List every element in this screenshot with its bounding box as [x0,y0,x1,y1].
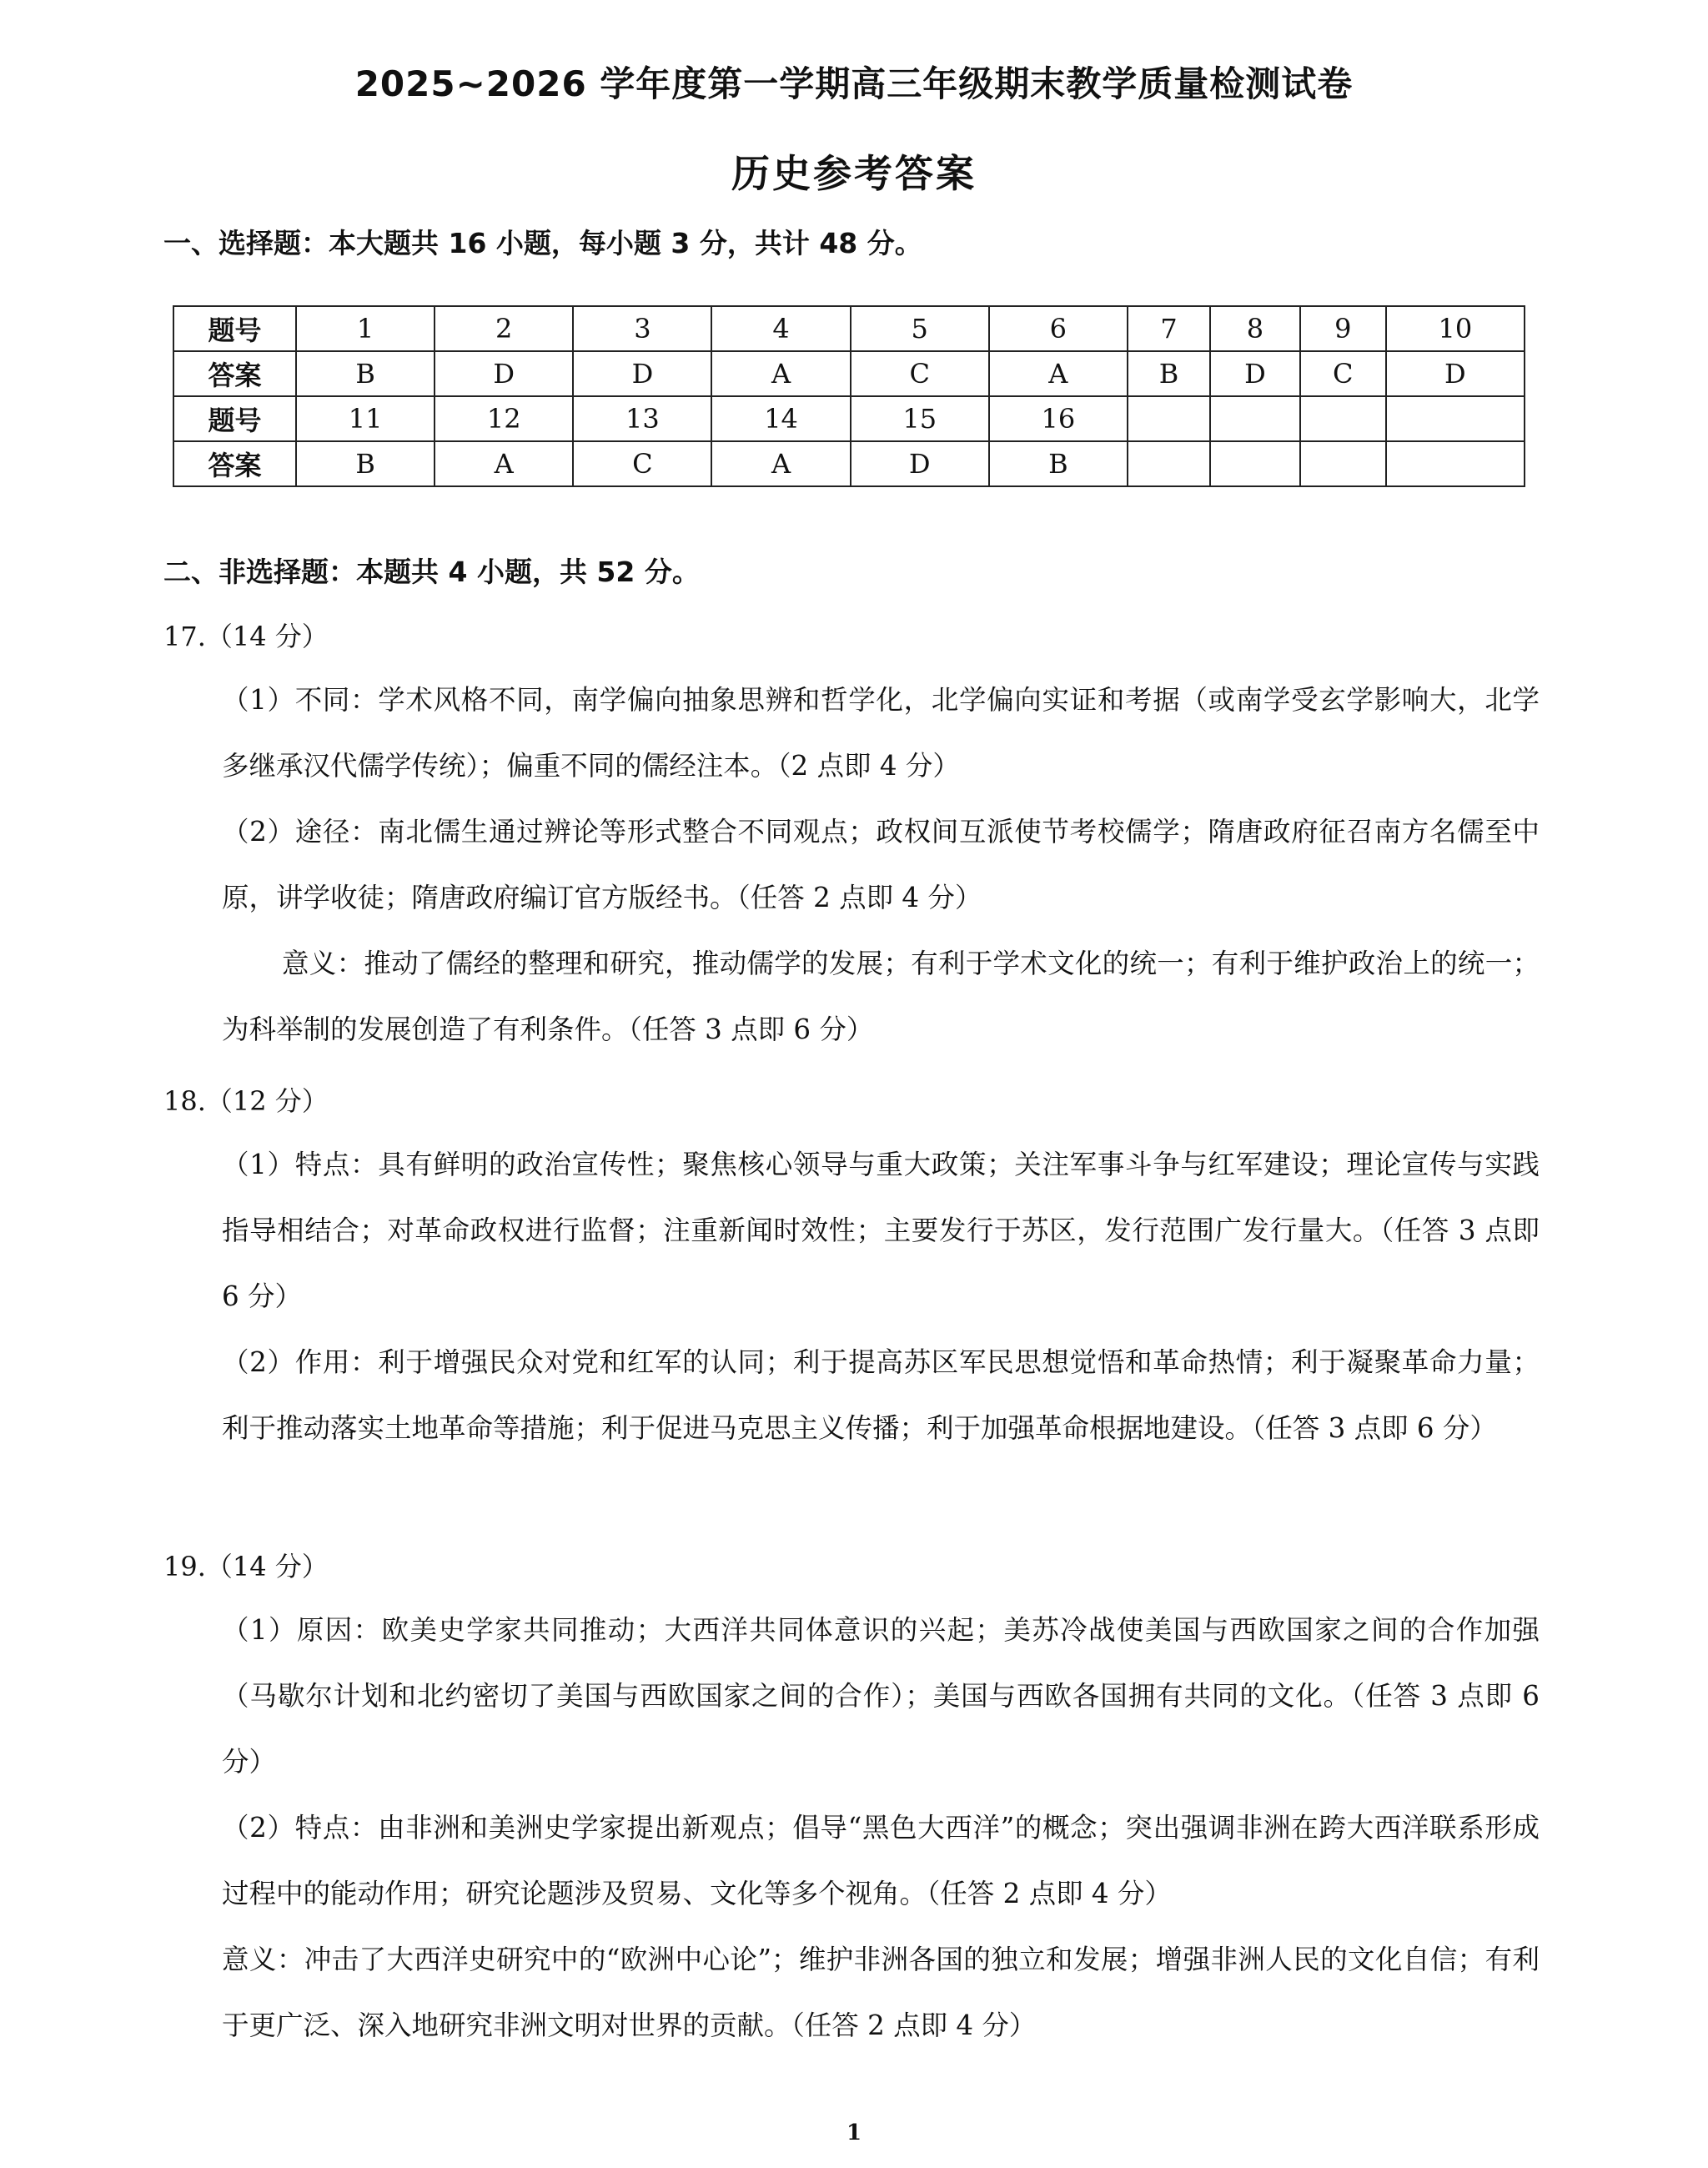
table-row [173,351,1525,396]
answer-cell: B [296,351,435,396]
answer-cell: A [711,441,850,486]
answer-table [173,305,1525,487]
q19-significance: 意义：冲击了大西洋史研究中的“欧洲中心论”；维护非洲各国的独立和发展；增强非洲人民的文化自信；有利于更广泛、深入地研究非洲文明对世界的贡献。（任答 2 点即 4 分） [222,1944,1540,2041]
question-number-cell: 9 [1300,306,1386,351]
question-number-cell: 11 [296,396,435,441]
answer-cell: D [851,441,989,486]
row-label-answer: 答案 [173,351,296,396]
section2-heading: 二、非选择题：本题共 4 小题，共 52 分。 [163,556,700,588]
question-number-cell: 2 [435,306,573,351]
answer-cell [1386,441,1525,486]
answer-cell: B [1128,351,1210,396]
question-number-cell: 10 [1386,306,1525,351]
question-number-cell: 7 [1128,306,1210,351]
table-row [173,441,1525,486]
q17-significance: 意义：推动了儒经的整理和研究，推动儒学的发展；有利于学术文化的统一；有利于维护政治上的统一；为科举制的发展创造了有利条件。（任答 3 点即 6 分） [222,948,1540,1045]
q18-part2: （2）作用：利于增强民众对党和红军的认同；利于提高苏区军民思想觉悟和革命热情；利于凝聚革命力量；利于推动落实土地革命等措施；利于促进马克思主义传播；利于加强革命根据地建设。（任答 3 点即 6 分） [222,1346,1540,1444]
question-number-cell: 5 [851,306,989,351]
question-number-cell [1386,396,1525,441]
answer-cell: B [296,441,435,486]
question-number-cell: 8 [1210,306,1300,351]
question-number-cell: 6 [989,306,1128,351]
answer-cell: D [573,351,711,396]
answer-cell [1300,441,1386,486]
question-number-cell: 4 [711,306,850,351]
row-label-question: 题号 [173,306,296,351]
answer-cell: D [1210,351,1300,396]
question-number-cell: 3 [573,306,711,351]
question-number-cell: 16 [989,396,1128,441]
q17-heading: 17.（14 分） [163,621,329,652]
q18-part1: （1）特点：具有鲜明的政治宣传性；聚焦核心领导与重大政策；关注军事斗争与红军建设；理论宣传与实践指导相结合；对革命政权进行监督；注重新闻时效性；主要发行于苏区，发行范围广发行量大。（任答 3 点即 6 分） [222,1149,1540,1312]
document-subtitle: 历史参考答案 [731,151,977,196]
question-number-cell: 15 [851,396,989,441]
question-number-cell: 12 [435,396,573,441]
q17-part2: （2）途径：南北儒生通过辨论等形式整合不同观点；政权间互派使节考校儒学；隋唐政府征召南方名儒至中原，讲学收徒；隋唐政府编订官方版经书。（任答 2 点即 4 分） [222,816,1540,913]
question-number-cell: 14 [711,396,850,441]
table-row [173,306,1525,351]
question-number-cell: 13 [573,396,711,441]
row-label-answer: 答案 [173,441,296,486]
q18-heading: 18.（12 分） [163,1085,329,1117]
answer-cell [1210,441,1300,486]
answer-cell: C [1300,351,1386,396]
question-number-cell: 1 [296,306,435,351]
question-number-cell [1128,396,1210,441]
answer-cell: A [435,441,573,486]
q19-part1: （1）原因：欧美史学家共同推动；大西洋共同体意识的兴起；美苏冷战使美国与西欧国家之间的合作加强（马歇尔计划和北约密切了美国与西欧国家之间的合作）；美国与西欧各国拥有共同的文化。（任答 3 点即 6 分） [222,1614,1540,1778]
answer-cell: A [711,351,850,396]
table-row [173,396,1525,441]
document-title: 2025~2026 学年度第一学期高三年级期末教学质量检测试卷 [354,63,1354,104]
answer-cell: A [989,351,1128,396]
q19-heading: 19.（14 分） [163,1551,329,1582]
page-number: 1 [846,2120,862,2145]
answer-cell [1128,441,1210,486]
section1-heading: 一、选择题：本大题共 16 小题，每小题 3 分，共计 48 分。 [163,227,922,259]
answer-cell: D [1386,351,1525,396]
answer-cell: C [851,351,989,396]
answer-cell: D [435,351,573,396]
answer-cell: C [573,441,711,486]
question-number-cell [1210,396,1300,441]
q19-part2: （2）特点：由非洲和美洲史学家提出新观点；倡导“黑色大西洋”的概念；突出强调非洲在跨大西洋联系形成过程中的能动作用；研究论题涉及贸易、文化等多个视角。（任答 2 点即 4 分） [222,1812,1540,1909]
question-number-cell [1300,396,1386,441]
row-label-question: 题号 [173,396,296,441]
answer-cell: B [989,441,1128,486]
q17-part1: （1）不同：学术风格不同，南学偏向抽象思辨和哲学化，北学偏向实证和考据（或南学受玄学影响大，北学多继承汉代儒学传统）；偏重不同的儒经注本。（2 点即 4 分） [222,684,1540,782]
